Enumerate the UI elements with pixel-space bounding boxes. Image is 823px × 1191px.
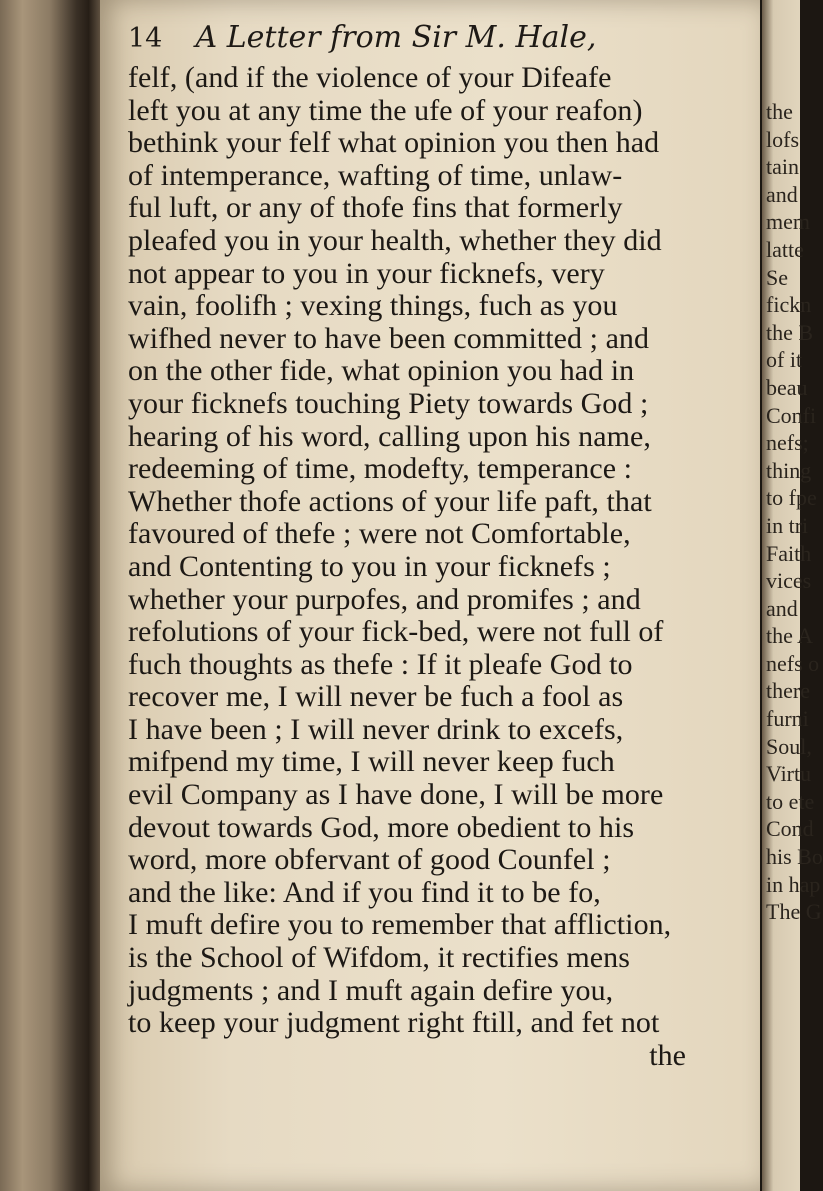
text-line: devout towards God, more obedient to his — [128, 810, 635, 844]
text-line: wifhed never to have been committed ; and — [128, 321, 650, 355]
text-line: ful luft, or any of thofe fins that formerly — [128, 191, 623, 225]
text-line: hearing of his word, calling upon his name, — [128, 419, 651, 453]
text-line: and the like: And if you find it to be fo, — [128, 875, 601, 909]
letter-text — [128, 62, 748, 1072]
adjacent-text-fragment: there — [766, 678, 810, 704]
text-line: I have been ; I will never drink to excefs, — [128, 712, 624, 746]
text-line: fuch thoughts as thefe : If it pleafe God to — [128, 647, 633, 681]
adjacent-text-fragment: nefs; — [766, 430, 809, 456]
text-line: your ficknefs touching Piety towards God ; — [128, 386, 649, 420]
adjacent-page-text — [766, 98, 823, 926]
text-line: vain, foolifh ; vexing things, fuch as you — [128, 289, 618, 323]
text-line: bethink your felf what opinion you then had — [128, 126, 660, 160]
adjacent-text-fragment: in tri — [766, 512, 809, 538]
text-line: mifpend my time, I will never keep fuch — [128, 745, 615, 779]
text-line: left you at any time the ufe of your reafon) — [128, 93, 643, 127]
text-line: Whether thofe actions of your life paft, that — [128, 484, 652, 518]
page-number: 14 — [128, 23, 163, 54]
adjacent-text-fragment: Virtu — [766, 761, 812, 787]
adjacent-text-fragment: and — [766, 595, 798, 621]
adjacent-text-fragment: vices — [766, 568, 812, 594]
text-line: pleafed you in your health, whether they did — [128, 223, 662, 257]
text-line: felf, (and if the violence of your Difeafe — [128, 61, 612, 94]
adjacent-text-fragment: in hap — [766, 871, 821, 897]
text-line: I muft defire you to remember that affliction, — [128, 908, 672, 942]
adjacent-text-fragment: lofs — [766, 126, 799, 152]
text-line: of intemperance, wafting of time, unlaw- — [128, 158, 623, 192]
adjacent-text-fragment: nefs o — [766, 650, 820, 676]
text-line: not appear to you in your ficknefs, very — [128, 256, 605, 290]
text-line: to keep your judgment right ftill, and fet not — [128, 1006, 660, 1040]
adjacent-text-fragment: furni — [766, 706, 809, 732]
adjacent-text-fragment: The G — [766, 899, 822, 925]
adjacent-text-fragment: mem — [766, 209, 810, 235]
adjacent-text-fragment: beau — [766, 374, 808, 400]
text-line: on the other fide, what opinion you had in — [128, 354, 635, 388]
text-line: is the School of Wifdom, it rectifies mens — [128, 941, 630, 975]
adjacent-text-fragment: fickn — [766, 292, 812, 318]
text-line: and Contenting to you in your ficknefs ; — [128, 549, 611, 583]
adjacent-text-fragment: the A — [766, 623, 814, 649]
text-line: judgments ; and I muft again defire you, — [128, 973, 614, 1007]
adjacent-text-fragment: Cond — [766, 816, 814, 842]
text-line: recover me, I will never be fuch a fool as — [128, 680, 624, 714]
adjacent-text-fragment: the B — [766, 319, 814, 345]
adjacent-text-fragment: and — [766, 181, 798, 207]
adjacent-text-fragment: to fpe — [766, 485, 817, 511]
adjacent-text-fragment: of it — [766, 347, 803, 373]
adjacent-text-fragment: latte — [766, 236, 804, 262]
text-line: evil Company as I have done, I will be more — [128, 778, 664, 812]
text-line: word, more obfervant of good Counfel ; — [128, 843, 611, 877]
adjacent-text-fragment: Se — [766, 264, 788, 290]
adjacent-text-fragment: thing — [766, 457, 812, 483]
text-line: redeeming of time, modefty, temperance : — [128, 452, 633, 486]
text-line: favoured of thefe ; were not Comfortable, — [128, 517, 631, 551]
adjacent-text-fragment: Soul, — [766, 733, 812, 759]
running-head — [128, 20, 728, 64]
adjacent-text-fragment: Confi — [766, 402, 817, 428]
adjacent-text-fragment: the — [766, 99, 793, 124]
text-line: refolutions of your fick-bed, were not full of — [128, 615, 664, 649]
running-title: A Letter from Sir M. Hale, — [195, 20, 597, 55]
text-line: whether your purpofes, and promifes ; and — [128, 582, 641, 616]
adjacent-text-fragment: tain — [766, 154, 799, 180]
adjacent-text-fragment: to ete — [766, 788, 815, 814]
adjacent-text-fragment: his Bo — [766, 844, 823, 870]
catchword: the — [649, 1038, 686, 1072]
adjacent-text-fragment: Faith — [766, 540, 812, 566]
left-page-edge — [0, 0, 90, 1191]
